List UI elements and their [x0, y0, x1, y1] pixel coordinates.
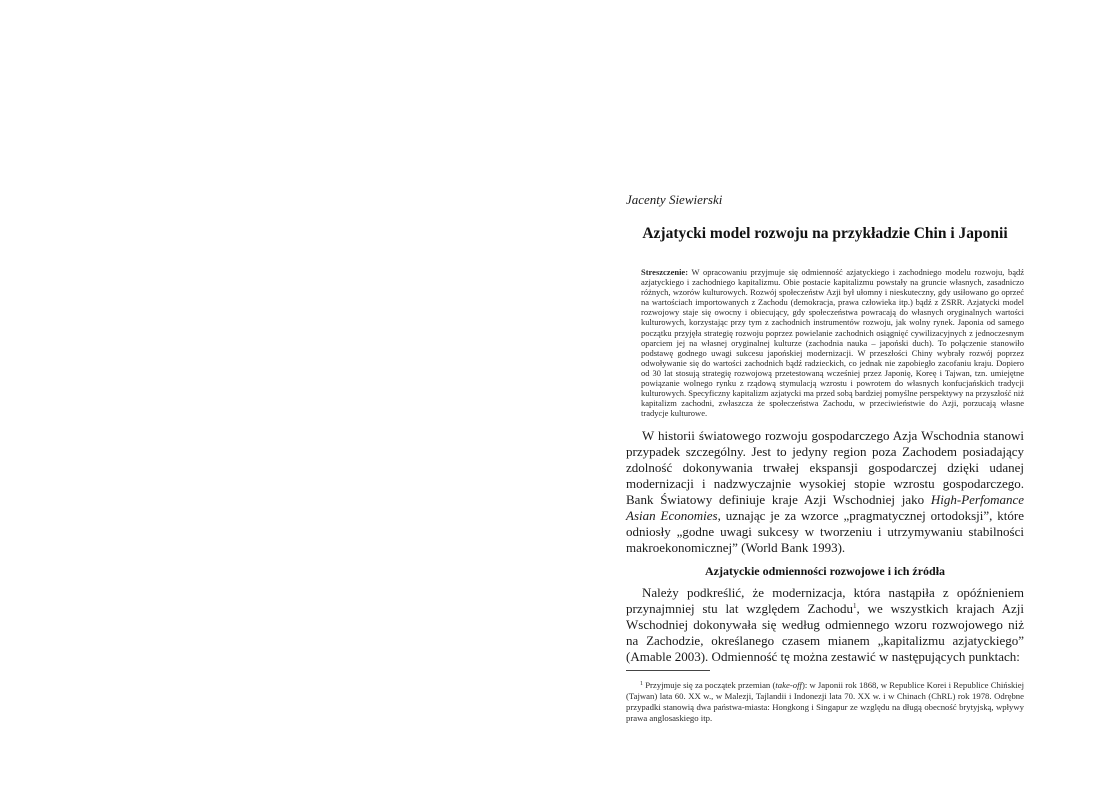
- section-heading: Azjatyckie odmienności rozwojowe i ich źródła: [704, 564, 946, 579]
- article-title: Azjatycki model rozwoju na przykładzie Chin i Japonii: [642, 225, 1008, 242]
- footnote-text-b: ): w Japonii rok 1868, w Republice Korei i Republice Chińskiej (Tajwan) lata 60. XX w., w Malezji, Tajlandii i Indonezji lata 70. XX w. i w Chinach (ChRL) rok 1978. Odrębne przypadki stanowią dwa państwa-miasta: Hongkong i Singapur ze względu na długą obecność brytyjską, wpływy prawa anglosaskiego itp.: [626, 680, 1024, 724]
- footnote-text-a: Przyjmuje się za początek przemian (: [643, 680, 776, 691]
- abstract-label: Streszczenie:: [641, 267, 689, 277]
- paragraph-2-text-a: Należy podkreślić, że modernizacja, która nastąpiła z opóźnieniem przynajmniej stu lat względem Zachodu: [626, 585, 1024, 617]
- footnote-italic-term: take-off: [775, 680, 802, 691]
- footnote: [626, 680, 1024, 724]
- footnote-reference[interactable]: 1: [853, 602, 857, 611]
- paragraph-1-text-b: , uznając je za wzorce „pragmatycznej ortodoksji”, które odniosły „godne uwagi sukcesy w tworzeniu i utrzymywaniu stabilności makroekonomicznej” (World Bank 1993).: [626, 508, 1024, 556]
- abstract-text: W opracowaniu przyjmuje się odmienność azjatyckiego i zachodniego modelu rozwoju, bądź azjatyckiego i zachodniego kapitalizmu. Obie postacie kapitalizmu powstały na gruncie własnych, zasadniczo różnych, wzorów kulturowych. Rozwój społeczeństw Azji był ułomny i nieskuteczny, gdy usiłowano go oprzeć na wartościach importowanych z Zachodu (demokracja, prawa człowieka itp.) bądź z ZSRR. Azjatycki model rozwojowy staje się owocny i obiecujący, gdy społeczeństwa powracają do własnych oryginalnych wartości kulturowych, korzystając przy tym z zachodnich instrumentów rozwoju, jak wolny rynek. Japonia od samego początku przyjęła strategię rozwoju poprzez powielanie zachodnich osiągnięć cywilizacyjnych z jednoczesnym oparciem jej na własnej oryginalnej kulturze (zachodnia nauka – japoński duch). To połączenie stanowiło podstawę godnego uwagi sukcesu japońskiej modernizacji. W przeszłości Chiny wybrały rozwój poprzez odwoływanie się do wartości zachodnich bądź radzieckich, co jednak nie zapobiegło zacofaniu kraju. Dopiero od 30 lat stosują strategię rozwojową przetestowaną wcześniej przez Japonię, Koreę i Tajwan, tzn. umiejętne powiązanie wolnego rynku z rządową stymulacją wzrostu i powrotem do własnych konfucjańskich tradycji kulturowych. Specyficzny kapitalizm azjatycki ma przed sobą bardziej pomyślne perspektywy na przyszłość niż kapitalizm zachodni, zwłaszcza że społeczeństwa Zachodu, w przeciwieństwie do Azji, porzucają własne tradycje kulturowe.: [641, 267, 1024, 419]
- paragraph-2-text-b: , we wszystkich krajach Azji Wschodniej dokonywała się według odmiennego wzoru rozwojowego niż na Zachodzie, określanego czasem mianem „kapitalizmu azjatyckiego” (Amable 2003). Odmienność tę można zestawić w następujących punktach:: [626, 601, 1024, 665]
- footnote-number: 1: [640, 681, 643, 688]
- body-paragraph-2: [626, 585, 1024, 665]
- paragraph-1-text-a: W historii światowego rozwoju gospodarczego Azja Wschodnia stanowi przypadek szczególny. Jest to jedyny region poza Zachodem posiadający zdolność dokonywania trwałej ekspansji gospodarczej dzięki udanej modernizacji i nadzwyczajnie wysokiej stopie wzrostu gospodarczego. Bank Światowy definiuje kraje Azji Wschodniej jako: [626, 428, 1024, 508]
- footnote-divider: [626, 670, 710, 671]
- paragraph-1-italic-term: High-Perfomance Asian Economies: [626, 492, 1024, 524]
- author-name: Jacenty Siewierski: [626, 192, 723, 207]
- body-paragraph-1: [626, 428, 1024, 556]
- abstract: [641, 267, 1024, 418]
- document-page: [626, 192, 1024, 733]
